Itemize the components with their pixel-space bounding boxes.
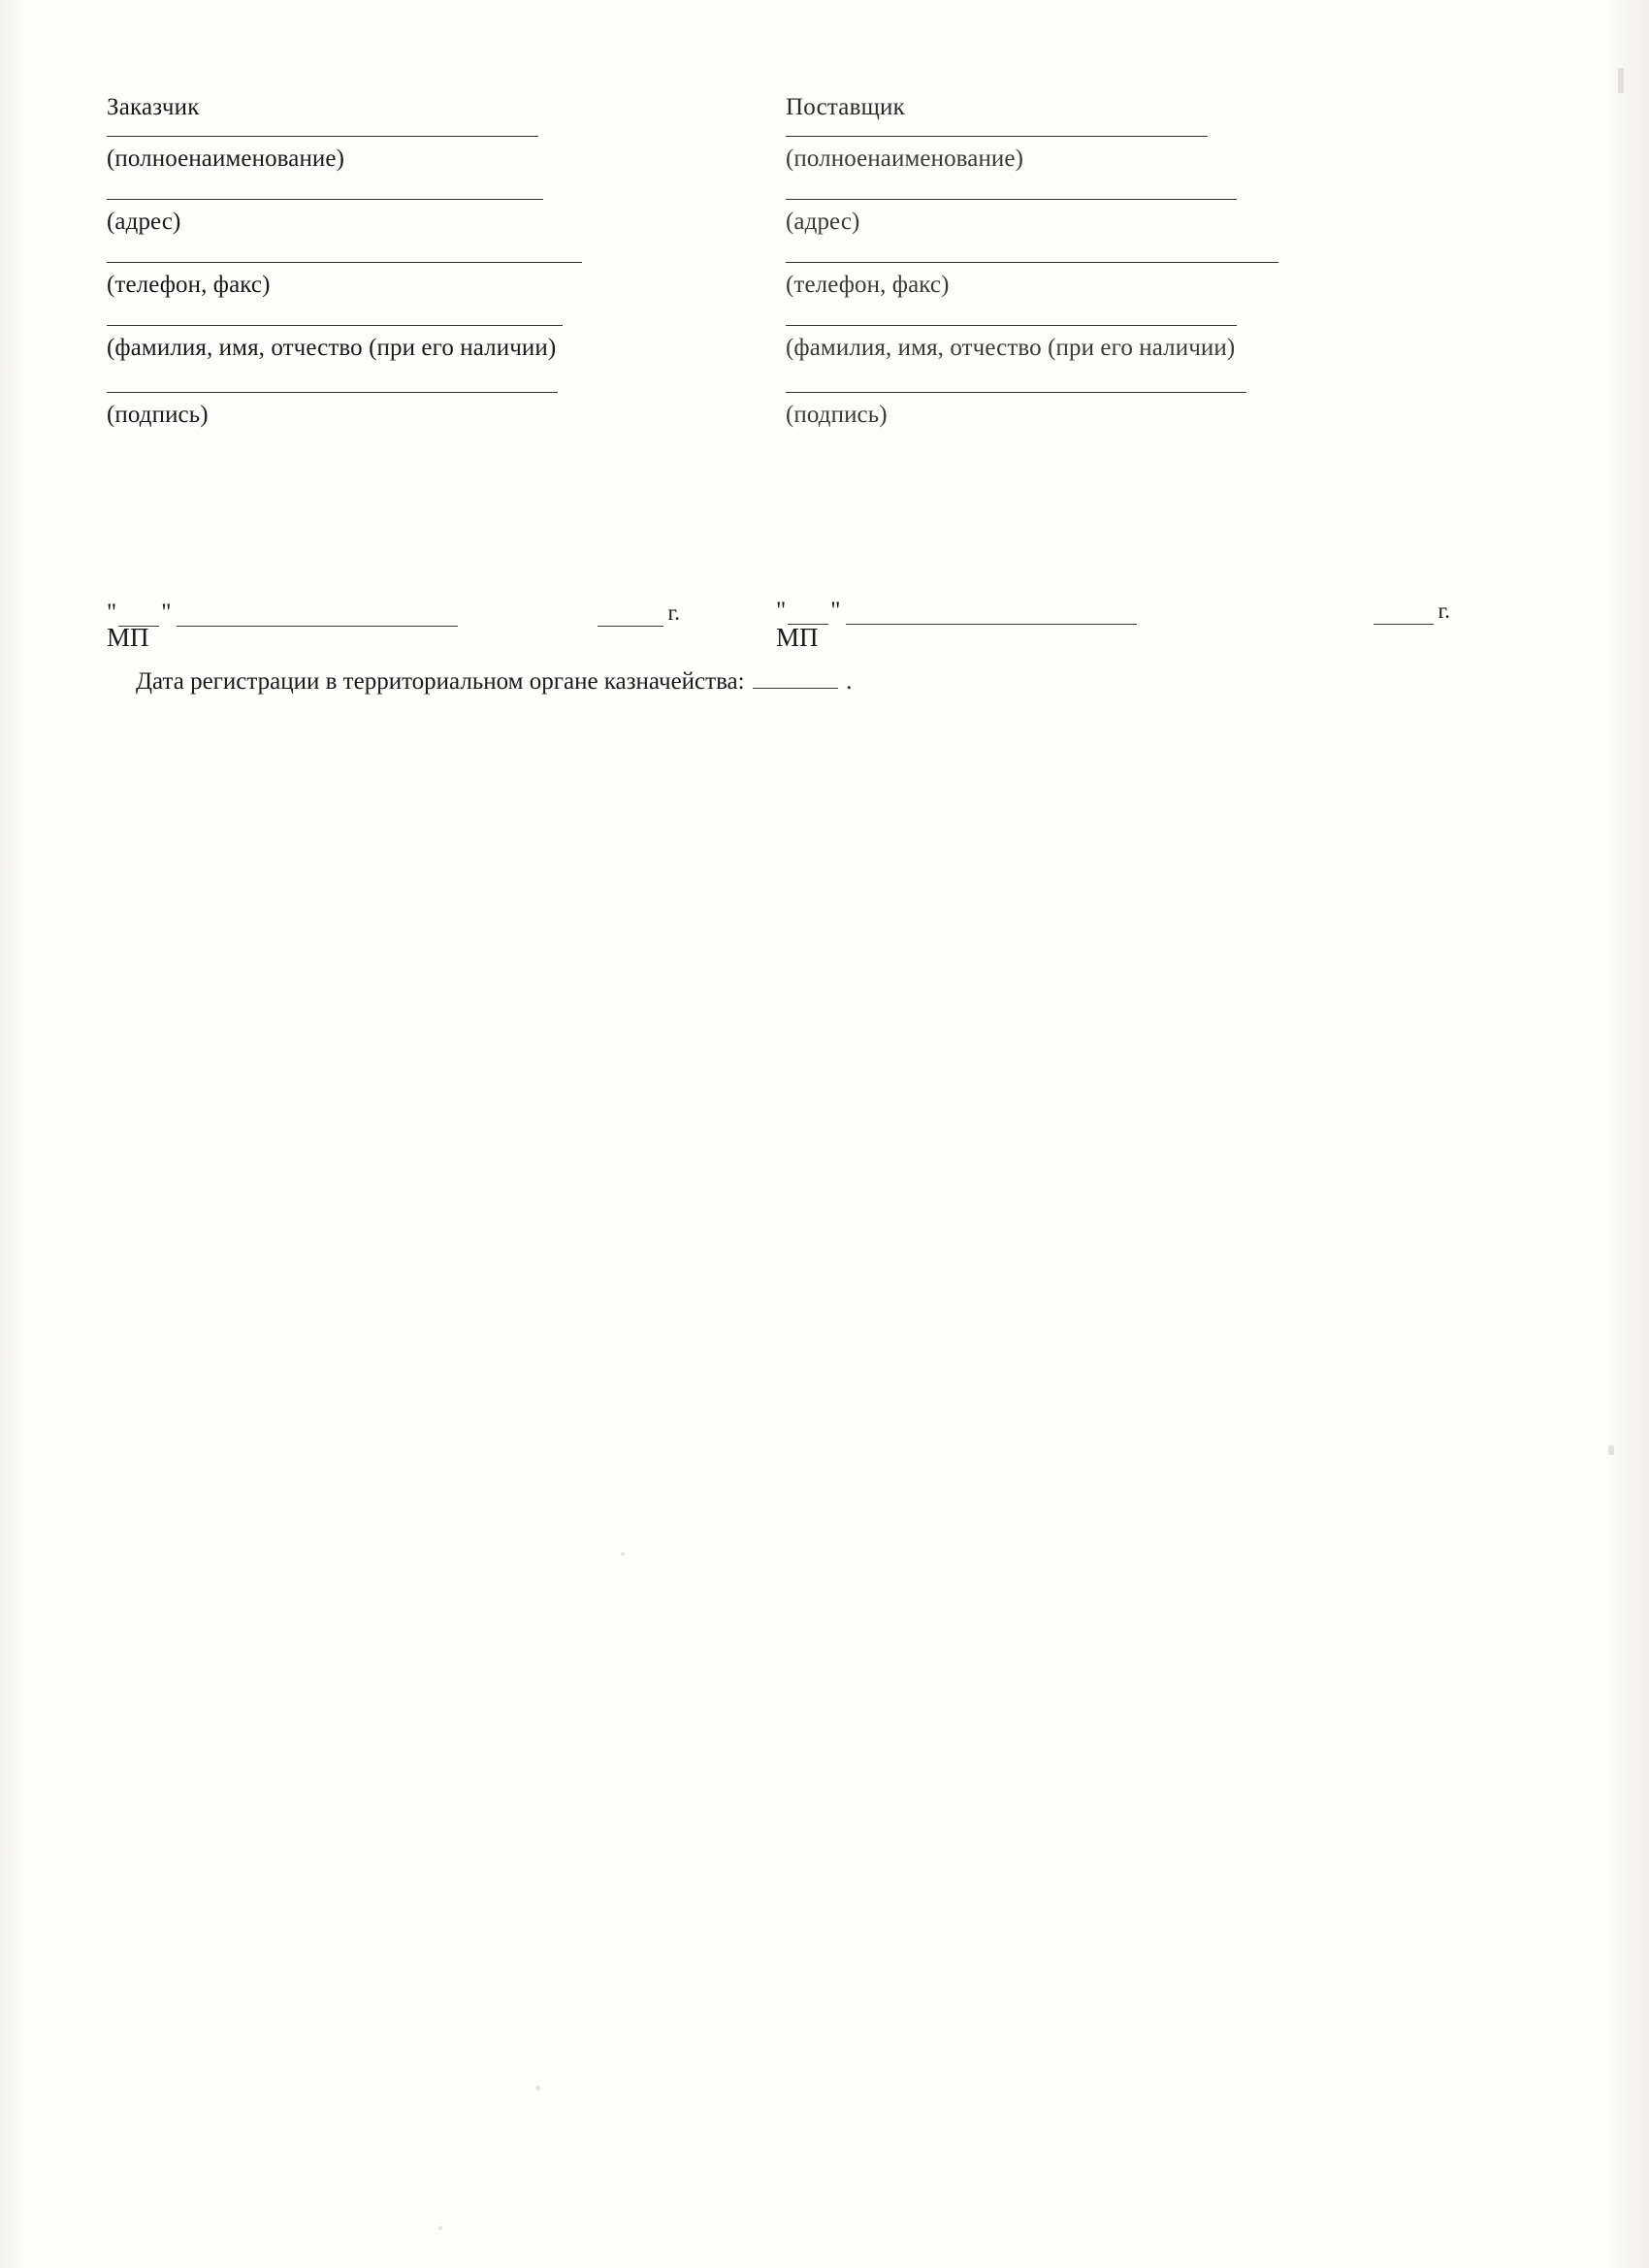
customer-title: Заказчик (107, 94, 200, 120)
supplier-signature-caption: (подпись) (786, 402, 888, 428)
registration-label: Дата регистрации в территориальном органе казначейства: (136, 668, 745, 695)
supplier-date-line (776, 598, 1450, 625)
customer-date-quote-close: " (161, 599, 172, 626)
spacer (786, 363, 1465, 392)
supplier-year-blank[interactable] (1374, 606, 1434, 625)
supplier-full-name-caption: (полноенаименование) (786, 146, 1024, 172)
supplier-date-quote-open: " (776, 598, 787, 624)
spacer (107, 237, 786, 262)
supplier-full-name-rule[interactable] (786, 136, 1208, 137)
customer-signature-block (107, 93, 786, 430)
customer-month-blank[interactable] (177, 608, 458, 627)
customer-year-blank[interactable] (598, 608, 663, 627)
registration-period: . (846, 668, 853, 695)
supplier-person-field (786, 325, 1465, 363)
supplier-signature-field (786, 392, 1465, 430)
spacer (786, 300, 1465, 325)
supplier-address-field (786, 199, 1465, 237)
supplier-signature-rule[interactable] (786, 392, 1246, 393)
supplier-phone-rule[interactable] (786, 262, 1278, 263)
supplier-person-rule[interactable] (786, 325, 1237, 326)
customer-person-caption: (фамилия, имя, отчество (при его наличии) (107, 335, 557, 361)
supplier-signature-block (786, 93, 1465, 430)
customer-year-suffix: г. (667, 600, 681, 625)
spacer (786, 174, 1465, 199)
supplier-phone-field (786, 262, 1465, 300)
customer-phone-caption: (телефон, факс) (107, 272, 271, 298)
customer-signature-caption: (подпись) (107, 402, 209, 428)
spacer (786, 237, 1465, 262)
supplier-stamp-label: МП (776, 623, 819, 652)
customer-person-rule[interactable] (107, 325, 563, 326)
supplier-address-caption: (адрес) (786, 209, 860, 235)
customer-date-line (107, 599, 680, 627)
supplier-date-quote-close: " (830, 598, 841, 624)
supplier-address-rule[interactable] (786, 199, 1237, 200)
spacer (107, 300, 786, 325)
spacer (107, 363, 786, 392)
customer-stamp-label: МП (107, 623, 149, 652)
supplier-year-suffix: г. (1438, 599, 1451, 623)
supplier-phone-caption: (телефон, факс) (786, 272, 950, 298)
supplier-full-name-field (786, 136, 1465, 174)
customer-full-name-rule[interactable] (107, 136, 538, 137)
supplier-person-caption: (фамилия, имя, отчество (при его наличии) (786, 335, 1236, 361)
supplier-title: Поставщик (786, 94, 905, 120)
customer-full-name-field (107, 136, 786, 174)
supplier-month-blank[interactable] (846, 606, 1137, 625)
customer-phone-rule[interactable] (107, 262, 582, 263)
spacer (107, 174, 786, 199)
customer-full-name-caption: (полноенаименование) (107, 146, 345, 172)
customer-address-rule[interactable] (107, 199, 543, 200)
customer-signature-field (107, 392, 786, 430)
customer-person-field (107, 325, 786, 363)
registration-date-line (136, 667, 852, 697)
signature-columns (107, 93, 1465, 430)
customer-signature-rule[interactable] (107, 392, 558, 393)
customer-date-quote-open: " (107, 599, 117, 626)
customer-phone-field (107, 262, 786, 300)
registration-date-blank[interactable] (753, 671, 838, 689)
customer-address-caption: (адрес) (107, 209, 181, 235)
customer-address-field (107, 199, 786, 237)
